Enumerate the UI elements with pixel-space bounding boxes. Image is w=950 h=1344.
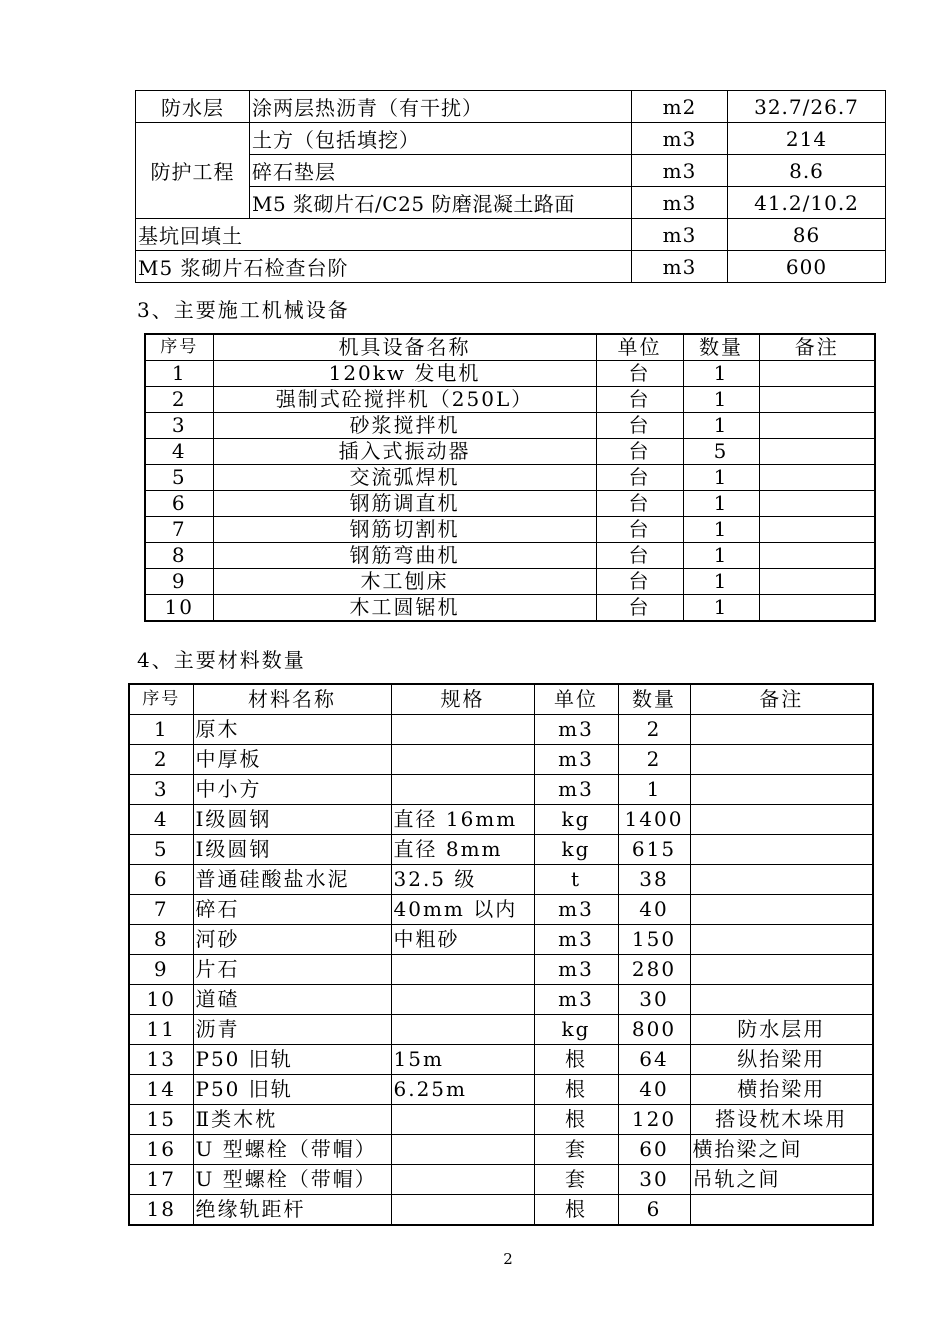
qty-cell: 600: [728, 251, 886, 283]
index-cell: 5: [129, 835, 193, 865]
remark-cell: [690, 895, 873, 925]
table-row: [129, 1045, 873, 1075]
material-name-cell: Ⅰ级圆钢: [193, 805, 391, 835]
qty-cell: 40: [618, 895, 690, 925]
table-row: [129, 1075, 873, 1105]
unit-cell: 台: [596, 491, 683, 517]
table-row: [129, 925, 873, 955]
remark-cell: [690, 1195, 873, 1226]
remark-cell: [690, 745, 873, 775]
qty-cell: 6: [618, 1195, 690, 1226]
remark-cell: [690, 775, 873, 805]
qty-cell: 1: [683, 491, 759, 517]
page-number: 2: [503, 1250, 513, 1268]
qty-cell: 280: [618, 955, 690, 985]
qty-cell: 150: [618, 925, 690, 955]
qty-cell: 615: [618, 835, 690, 865]
item-cell: M5 浆砌片石检查台阶: [136, 251, 632, 283]
column-header: 备注: [690, 684, 873, 715]
table-row: [145, 387, 875, 413]
remark-cell: [759, 413, 875, 439]
equipment-name-cell: 120kw 发电机: [213, 361, 596, 387]
qty-cell: 1: [683, 465, 759, 491]
unit-cell: 台: [596, 595, 683, 622]
remark-cell: [759, 387, 875, 413]
unit-cell: m2: [632, 91, 728, 123]
unit-cell: 台: [596, 387, 683, 413]
unit-cell: m3: [534, 955, 618, 985]
equipment-name-cell: 钢筋弯曲机: [213, 543, 596, 569]
material-name-cell: 绝缘轨距杆: [193, 1195, 391, 1226]
spec-cell: 15m: [391, 1045, 534, 1075]
spec-cell: 中粗砂: [391, 925, 534, 955]
material-name-cell: 普通硅酸盐水泥: [193, 865, 391, 895]
table-row: [145, 569, 875, 595]
spec-cell: [391, 745, 534, 775]
spec-cell: [391, 985, 534, 1015]
unit-cell: 台: [596, 439, 683, 465]
remark-cell: [690, 805, 873, 835]
table-header-row: [145, 334, 875, 361]
table-row: [145, 595, 875, 622]
remark-cell: [690, 925, 873, 955]
table-row: [145, 439, 875, 465]
table-row: [129, 895, 873, 925]
qty-cell: 2: [618, 715, 690, 745]
table-row: [129, 775, 873, 805]
unit-cell: m3: [632, 155, 728, 187]
index-cell: 3: [129, 775, 193, 805]
unit-cell: m3: [534, 745, 618, 775]
unit-cell: 根: [534, 1195, 618, 1226]
spec-cell: [391, 1195, 534, 1226]
unit-cell: 台: [596, 413, 683, 439]
unit-cell: 套: [534, 1135, 618, 1165]
qty-cell: 30: [618, 1165, 690, 1195]
index-cell: 1: [145, 361, 213, 387]
material-name-cell: 道碴: [193, 985, 391, 1015]
material-name-cell: U 型螺栓（带帽）: [193, 1135, 391, 1165]
index-cell: 14: [129, 1075, 193, 1105]
material-name-cell: 片石: [193, 955, 391, 985]
unit-cell: m3: [632, 251, 728, 283]
section-heading: 3、主要施工机械设备: [137, 298, 350, 322]
spec-cell: 32.5 级: [391, 865, 534, 895]
remark-cell: [759, 439, 875, 465]
table-row: [145, 413, 875, 439]
unit-cell: m3: [632, 123, 728, 155]
qty-cell: 5: [683, 439, 759, 465]
qty-cell: 32.7/26.7: [728, 91, 886, 123]
spec-cell: 40mm 以内: [391, 895, 534, 925]
unit-cell: m3: [632, 219, 728, 251]
material-name-cell: Ⅱ类木枕: [193, 1105, 391, 1135]
spec-cell: [391, 1165, 534, 1195]
column-header: 单位: [534, 684, 618, 715]
unit-cell: kg: [534, 1015, 618, 1045]
index-cell: 17: [129, 1165, 193, 1195]
material-name-cell: U 型螺栓（带帽）: [193, 1165, 391, 1195]
qty-cell: 1: [683, 595, 759, 622]
table-row: [129, 985, 873, 1015]
qty-cell: 1: [683, 517, 759, 543]
spec-cell: 6.25m: [391, 1075, 534, 1105]
category-cell: 防水层: [136, 91, 250, 123]
unit-cell: m3: [534, 985, 618, 1015]
remark-cell: [759, 361, 875, 387]
index-cell: 4: [145, 439, 213, 465]
spec-cell: [391, 775, 534, 805]
qty-cell: 1400: [618, 805, 690, 835]
index-cell: 6: [129, 865, 193, 895]
index-cell: 5: [145, 465, 213, 491]
remark-cell: [690, 865, 873, 895]
unit-cell: kg: [534, 805, 618, 835]
spec-cell: 直径 16mm: [391, 805, 534, 835]
material-name-cell: 中厚板: [193, 745, 391, 775]
remark-cell: 横抬梁之间: [690, 1135, 873, 1165]
remark-cell: 吊轨之间: [690, 1165, 873, 1195]
table-row: [136, 251, 886, 283]
machinery-table: [144, 333, 876, 622]
spec-cell: [391, 1135, 534, 1165]
item-cell: 基坑回填土: [136, 219, 632, 251]
table-header-row: [129, 684, 873, 715]
unit-cell: m3: [534, 895, 618, 925]
material-name-cell: 中小方: [193, 775, 391, 805]
qty-cell: 1: [683, 569, 759, 595]
unit-cell: 台: [596, 361, 683, 387]
qty-cell: 214: [728, 123, 886, 155]
index-cell: 8: [129, 925, 193, 955]
table-row: [145, 465, 875, 491]
quantities-table: [135, 90, 886, 283]
column-header: 数量: [683, 334, 759, 361]
material-name-cell: 原木: [193, 715, 391, 745]
column-header: 机具设备名称: [213, 334, 596, 361]
index-cell: 9: [129, 955, 193, 985]
qty-cell: 8.6: [728, 155, 886, 187]
table-row: [129, 745, 873, 775]
index-cell: 1: [129, 715, 193, 745]
table-row: [129, 1105, 873, 1135]
material-name-cell: P50 旧轨: [193, 1075, 391, 1105]
qty-cell: 120: [618, 1105, 690, 1135]
item-cell: 土方（包括填挖）: [250, 123, 632, 155]
remark-cell: [690, 715, 873, 745]
table-row: [136, 123, 886, 155]
unit-cell: m3: [534, 775, 618, 805]
equipment-name-cell: 插入式振动器: [213, 439, 596, 465]
remark-cell: [759, 543, 875, 569]
table-row: [129, 835, 873, 865]
index-cell: 10: [145, 595, 213, 622]
unit-cell: 套: [534, 1165, 618, 1195]
column-header: 数量: [618, 684, 690, 715]
equipment-name-cell: 木工圆锯机: [213, 595, 596, 622]
table-row: [145, 491, 875, 517]
index-cell: 16: [129, 1135, 193, 1165]
item-cell: 碎石垫层: [250, 155, 632, 187]
table-row: [145, 517, 875, 543]
table-row: [145, 543, 875, 569]
table-row: [129, 1195, 873, 1226]
category-cell: 防护工程: [136, 123, 250, 219]
remark-cell: [690, 955, 873, 985]
qty-cell: 41.2/10.2: [728, 187, 886, 219]
equipment-name-cell: 交流弧焊机: [213, 465, 596, 491]
spec-cell: [391, 955, 534, 985]
remark-cell: [759, 465, 875, 491]
material-name-cell: 碎石: [193, 895, 391, 925]
column-header: 规格: [391, 684, 534, 715]
index-cell: 13: [129, 1045, 193, 1075]
equipment-name-cell: 砂浆搅拌机: [213, 413, 596, 439]
qty-cell: 86: [728, 219, 886, 251]
remark-cell: [690, 835, 873, 865]
unit-cell: kg: [534, 835, 618, 865]
qty-cell: 2: [618, 745, 690, 775]
qty-cell: 1: [683, 361, 759, 387]
table-row: [136, 219, 886, 251]
spec-cell: [391, 715, 534, 745]
item-cell: 涂两层热沥青（有干扰）: [250, 91, 632, 123]
unit-cell: m3: [534, 925, 618, 955]
index-cell: 11: [129, 1015, 193, 1045]
index-cell: 8: [145, 543, 213, 569]
table-row: [129, 1165, 873, 1195]
remark-cell: [690, 985, 873, 1015]
qty-cell: 1: [683, 413, 759, 439]
column-header: 材料名称: [193, 684, 391, 715]
table-row: [129, 805, 873, 835]
equipment-name-cell: 强制式砼搅拌机（250L）: [213, 387, 596, 413]
remark-cell: [759, 569, 875, 595]
unit-cell: 根: [534, 1075, 618, 1105]
remark-cell: 横抬梁用: [690, 1075, 873, 1105]
equipment-name-cell: 钢筋调直机: [213, 491, 596, 517]
unit-cell: 台: [596, 465, 683, 491]
index-cell: 2: [145, 387, 213, 413]
remark-cell: [759, 491, 875, 517]
index-cell: 3: [145, 413, 213, 439]
material-name-cell: P50 旧轨: [193, 1045, 391, 1075]
table-row: [129, 1135, 873, 1165]
materials-table: [128, 683, 874, 1226]
index-cell: 7: [145, 517, 213, 543]
qty-cell: 1: [618, 775, 690, 805]
unit-cell: t: [534, 865, 618, 895]
qty-cell: 38: [618, 865, 690, 895]
table-row: [129, 1015, 873, 1045]
table-row: [145, 361, 875, 387]
material-name-cell: 沥青: [193, 1015, 391, 1045]
index-cell: 18: [129, 1195, 193, 1226]
item-cell: M5 浆砌片石/C25 防磨混凝土路面: [250, 187, 632, 219]
index-cell: 15: [129, 1105, 193, 1135]
unit-cell: 根: [534, 1045, 618, 1075]
column-header: 序号: [145, 334, 213, 361]
index-cell: 2: [129, 745, 193, 775]
qty-cell: 1: [683, 543, 759, 569]
table-row: [136, 91, 886, 123]
qty-cell: 64: [618, 1045, 690, 1075]
qty-cell: 1: [683, 387, 759, 413]
table-row: [129, 865, 873, 895]
remark-cell: 防水层用: [690, 1015, 873, 1045]
spec-cell: 直径 8mm: [391, 835, 534, 865]
column-header: 单位: [596, 334, 683, 361]
unit-cell: 台: [596, 569, 683, 595]
unit-cell: 根: [534, 1105, 618, 1135]
unit-cell: 台: [596, 517, 683, 543]
table-row: [129, 715, 873, 745]
unit-cell: m3: [534, 715, 618, 745]
remark-cell: 纵抬梁用: [690, 1045, 873, 1075]
index-cell: 4: [129, 805, 193, 835]
qty-cell: 60: [618, 1135, 690, 1165]
qty-cell: 800: [618, 1015, 690, 1045]
index-cell: 7: [129, 895, 193, 925]
spec-cell: [391, 1105, 534, 1135]
qty-cell: 40: [618, 1075, 690, 1105]
equipment-name-cell: 木工刨床: [213, 569, 596, 595]
qty-cell: 30: [618, 985, 690, 1015]
column-header: 备注: [759, 334, 875, 361]
unit-cell: m3: [632, 187, 728, 219]
material-name-cell: 河砂: [193, 925, 391, 955]
table-row: [129, 955, 873, 985]
equipment-name-cell: 钢筋切割机: [213, 517, 596, 543]
column-header: 序号: [129, 684, 193, 715]
index-cell: 10: [129, 985, 193, 1015]
spec-cell: [391, 1015, 534, 1045]
index-cell: 6: [145, 491, 213, 517]
remark-cell: [759, 595, 875, 622]
index-cell: 9: [145, 569, 213, 595]
remark-cell: 搭设枕木垛用: [690, 1105, 873, 1135]
material-name-cell: Ⅰ级圆钢: [193, 835, 391, 865]
unit-cell: 台: [596, 543, 683, 569]
section-heading: 4、主要材料数量: [137, 648, 306, 672]
remark-cell: [759, 517, 875, 543]
